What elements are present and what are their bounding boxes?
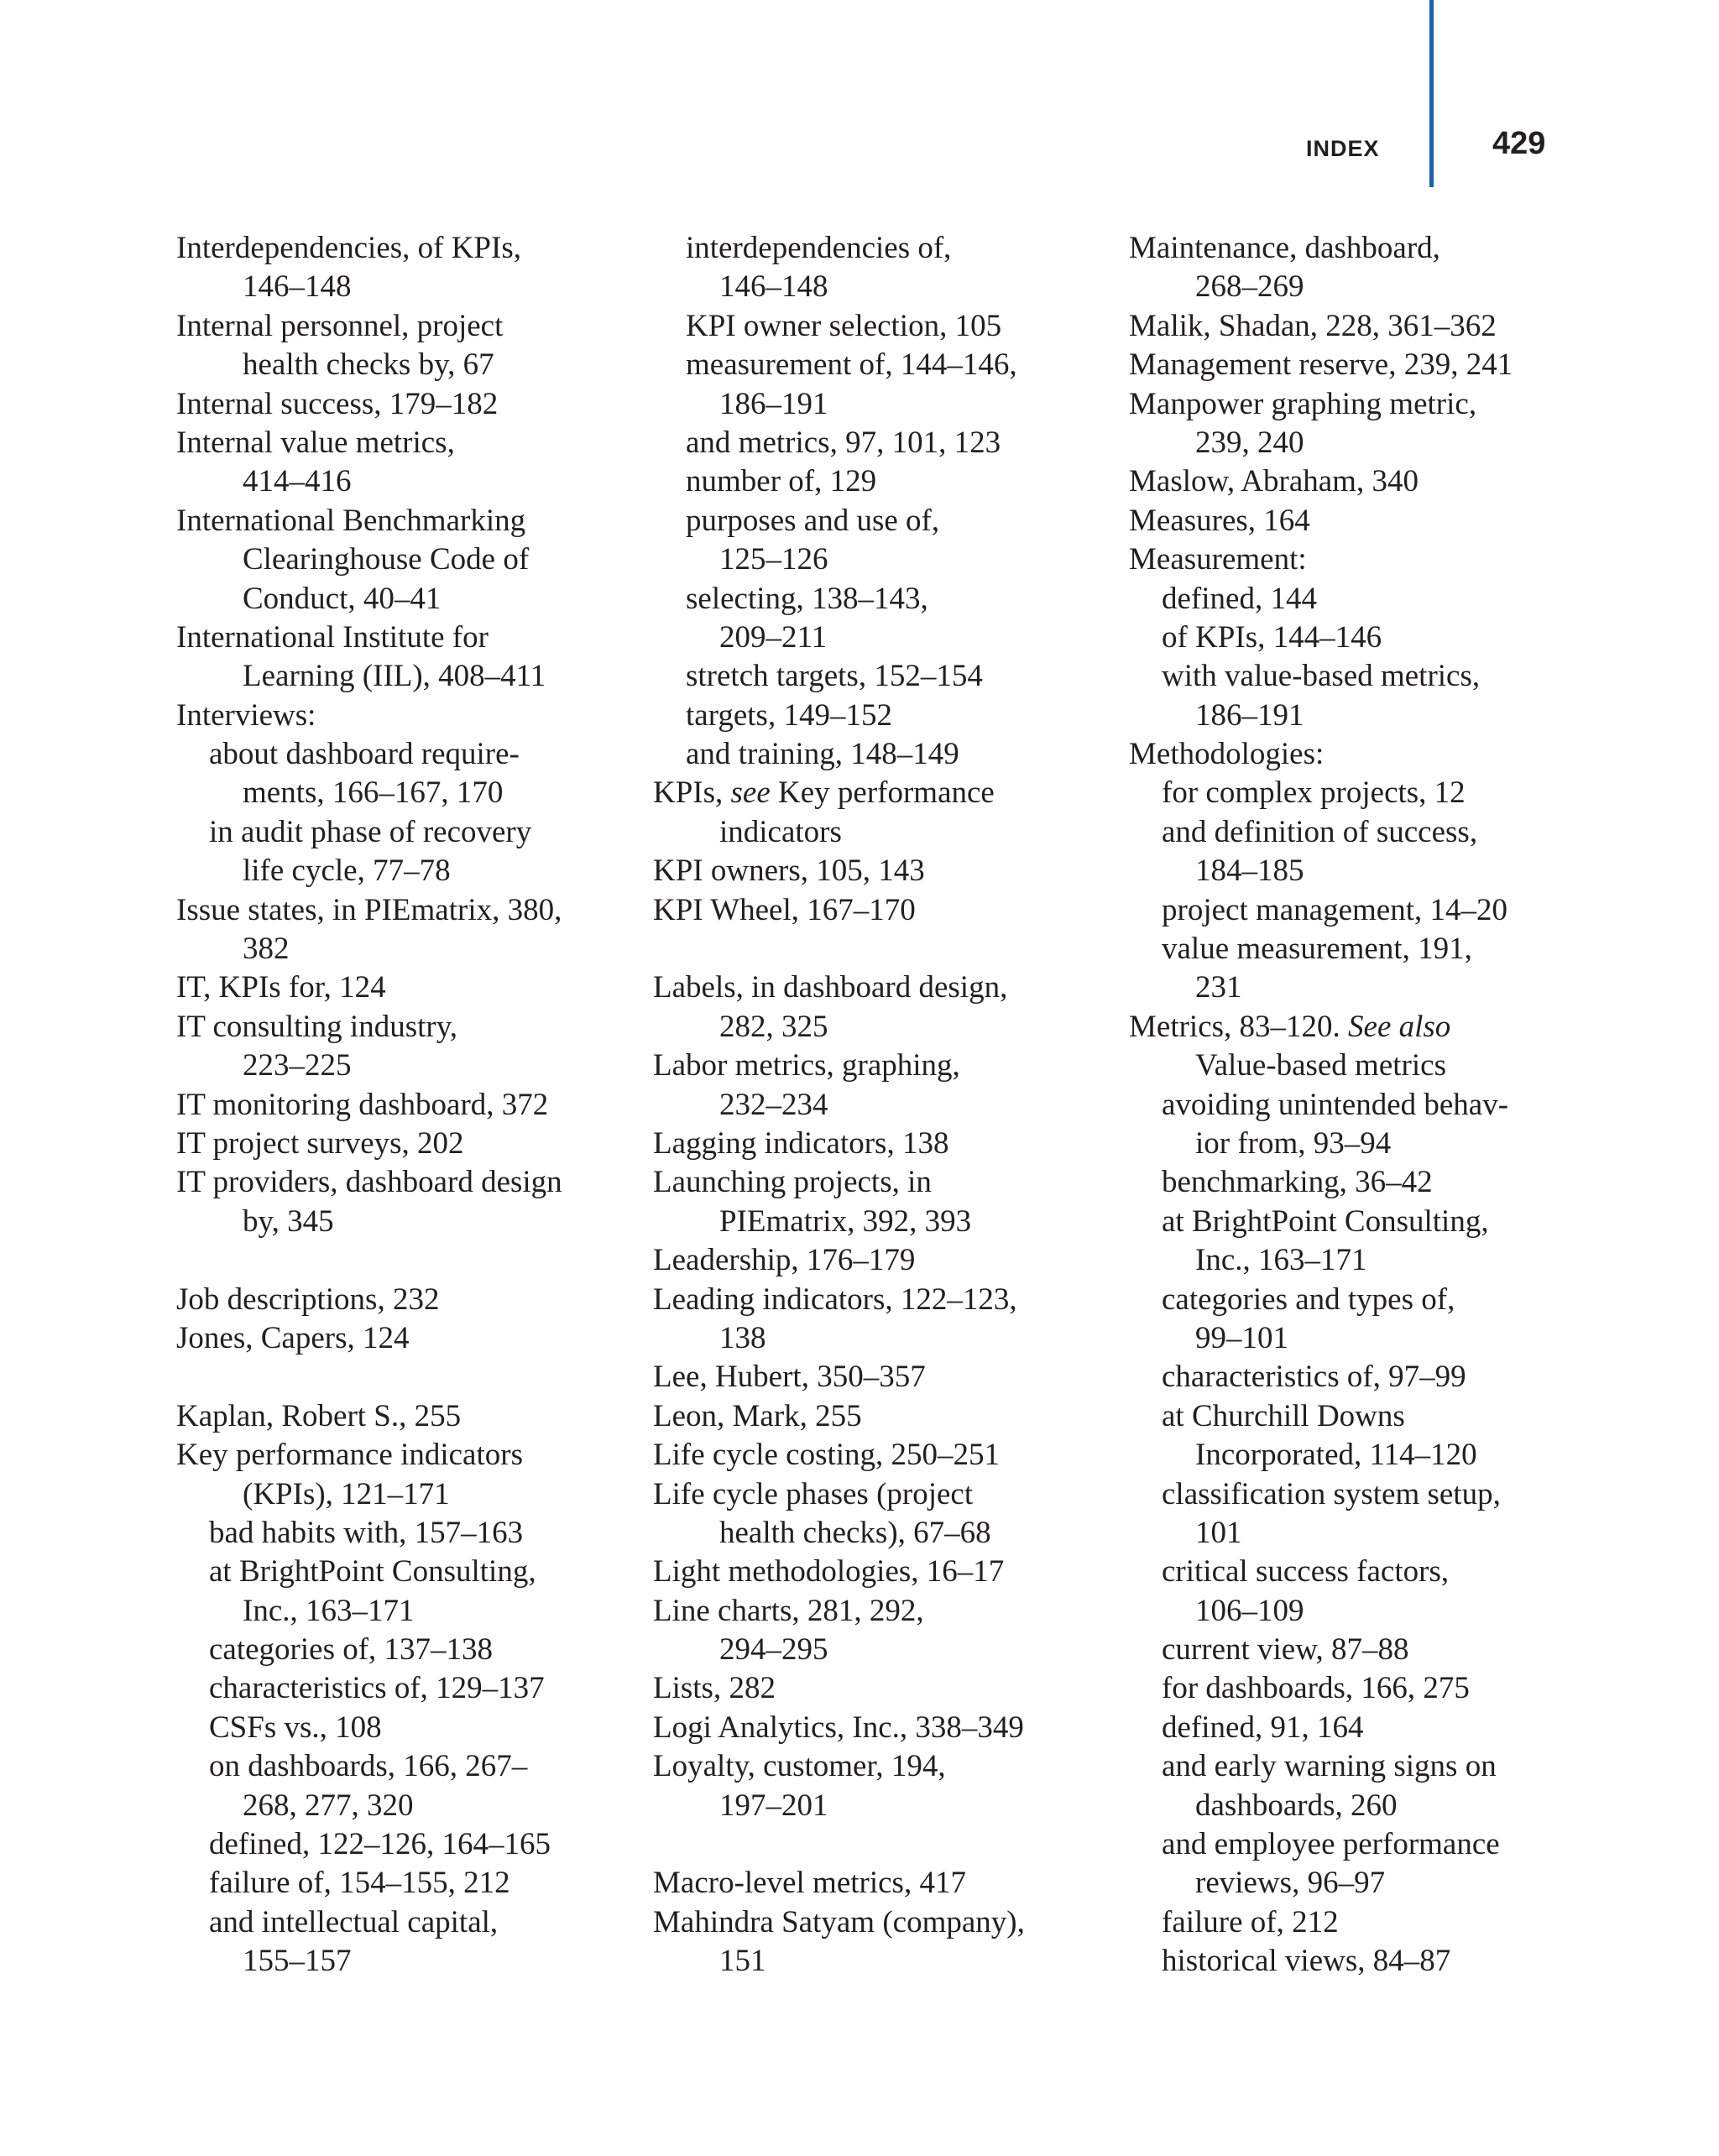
index-subentry — [1129, 657, 1582, 696]
entry-text: Labels, in dashboard design, — [653, 970, 1008, 1005]
index-entry — [653, 1747, 1106, 1786]
entry-text: 209–211 — [719, 619, 828, 655]
index-subentry — [653, 1514, 1106, 1553]
index-subentry — [1129, 1709, 1582, 1747]
entry-text: for complex projects, 12 — [1162, 775, 1466, 811]
index-subentry — [176, 1747, 630, 1786]
index-entry — [653, 1669, 1106, 1708]
index-subentry — [1129, 1436, 1582, 1475]
entry-text: 294–295 — [719, 1632, 828, 1668]
index-subentry — [653, 385, 1106, 424]
index-subentry — [1129, 619, 1582, 657]
index-subentry — [653, 307, 1106, 346]
index-subentry — [653, 1086, 1106, 1125]
index-subentry — [653, 229, 1106, 268]
entry-text: (KPIs), 121–171 — [243, 1476, 450, 1511]
entry-text: Light methodologies, 16–17 — [653, 1554, 1005, 1590]
index-spacer — [176, 1241, 630, 1280]
entry-text: Issue states, in PIEmatrix, 380, — [176, 892, 562, 927]
index-subentry — [176, 930, 630, 968]
index-subentry — [176, 580, 630, 619]
entry-text: 414–416 — [243, 464, 352, 499]
entry-text: by, 345 — [243, 1203, 334, 1239]
page-number: 429 — [1492, 126, 1546, 161]
index-entry — [176, 1281, 630, 1319]
header-rule — [1429, 0, 1434, 187]
index-entry — [653, 1281, 1106, 1319]
index-entry — [653, 1241, 1106, 1280]
index-entry — [653, 1903, 1106, 1942]
entry-text: Life cycle phases (project — [653, 1476, 974, 1511]
index-entry — [176, 1125, 630, 1163]
entry-text: stretch targets, 152–154 — [686, 659, 983, 694]
index-subentry — [1129, 813, 1582, 852]
index-subentry — [653, 1942, 1106, 1981]
entry-text: and intellectual capital, — [209, 1904, 499, 1939]
index-subentry — [1129, 1747, 1582, 1786]
index-subentry — [653, 813, 1106, 852]
entry-text: KPI owner selection, 105 — [686, 308, 1002, 343]
entry-text: IT monitoring dashboard, 372 — [176, 1087, 549, 1122]
index-subentry — [653, 424, 1106, 462]
entry-text: characteristics of, 129–137 — [209, 1671, 545, 1706]
index-subentry — [176, 1669, 630, 1708]
entry-text: Launching projects, in — [653, 1165, 932, 1200]
index-entry — [653, 1358, 1106, 1396]
index-subentry — [653, 697, 1106, 735]
entry-text: KPIs, — [653, 775, 731, 811]
index-subentry — [1129, 891, 1582, 930]
index-subentry — [653, 1203, 1106, 1241]
entry-text: reviews, 96–97 — [1195, 1866, 1386, 1901]
entry-text: avoiding unintended behav- — [1162, 1087, 1509, 1122]
index-subentry — [1129, 1086, 1582, 1125]
index-subentry — [1129, 1319, 1582, 1358]
index-subentry — [176, 813, 630, 852]
index-entry — [176, 1319, 630, 1358]
index-entry — [653, 1709, 1106, 1747]
index-entry — [653, 774, 1106, 812]
entry-text: Methodologies: — [1129, 737, 1325, 772]
entry-text: Leading indicators, 122–123, — [653, 1282, 1017, 1317]
index-entry — [1129, 385, 1582, 424]
entry-text: 146–148 — [719, 269, 828, 305]
entry-text: IT, KPIs for, 124 — [176, 970, 386, 1005]
index-entry — [176, 1008, 630, 1047]
index-spacer — [653, 1825, 1106, 1864]
entry-text: project management, 14–20 — [1162, 892, 1508, 927]
entry-text: Incorporated, 114–120 — [1195, 1438, 1477, 1473]
index-subentry — [176, 1903, 630, 1942]
entry-text: 186–191 — [1195, 697, 1304, 733]
index-entry — [653, 1397, 1106, 1436]
entry-text: indicators — [719, 814, 842, 849]
index-entry — [176, 502, 630, 540]
entry-text: KPI owners, 105, 143 — [653, 854, 925, 889]
entry-text: 184–185 — [1195, 854, 1304, 889]
entry-text: ior from, 93–94 — [1195, 1125, 1392, 1161]
index-entry — [176, 385, 630, 424]
entry-text: measurement of, 144–146, — [686, 347, 1017, 383]
index-subentry — [176, 268, 630, 306]
index-subentry — [653, 657, 1106, 696]
index-subentry — [1129, 1864, 1582, 1903]
index-column-3 — [1129, 229, 1582, 1981]
entry-text: bad habits with, 157–163 — [209, 1515, 524, 1550]
index-subentry — [653, 268, 1106, 306]
entry-text: Lagging indicators, 138 — [653, 1125, 949, 1161]
index-entry — [176, 1397, 630, 1436]
index-entry — [176, 968, 630, 1007]
entry-text: 106–109 — [1195, 1593, 1304, 1628]
index-entry — [176, 229, 630, 268]
index-subentry — [176, 346, 630, 384]
entry-text: KPI Wheel, 167–170 — [653, 892, 916, 927]
entry-text: interdependencies of, — [686, 231, 952, 265]
entry-text: and employee performance — [1162, 1827, 1500, 1862]
entry-text: Metrics, 83–120. — [1129, 1009, 1349, 1044]
entry-text: Learning (IIL), 408–411 — [243, 659, 546, 694]
index-subentry — [176, 1592, 630, 1631]
index-subentry — [1129, 580, 1582, 619]
index-subentry — [176, 1825, 630, 1864]
index-entry — [1129, 540, 1582, 579]
entry-text: 382 — [243, 932, 290, 967]
index-subentry — [1129, 424, 1582, 462]
index-subentry — [1129, 1787, 1582, 1825]
index-subentry — [176, 1475, 630, 1514]
entry-text: Loyalty, customer, 194, — [653, 1749, 946, 1784]
index-subentry — [653, 346, 1106, 384]
entry-text: 268–269 — [1195, 269, 1304, 305]
index-subentry — [1129, 1125, 1582, 1163]
index-subentry — [1129, 1203, 1582, 1241]
entry-text: classification system setup, — [1162, 1476, 1501, 1511]
index-subentry — [653, 462, 1106, 501]
index-subentry — [653, 1631, 1106, 1669]
entry-text: 101 — [1195, 1515, 1242, 1550]
index-entry — [653, 1047, 1106, 1085]
index-subentry — [176, 1864, 630, 1903]
index-entry — [1129, 307, 1582, 346]
index-entry — [176, 891, 630, 930]
index-spacer — [653, 930, 1106, 968]
entry-text: Measures, 164 — [1129, 503, 1310, 538]
entry-text: Life cycle costing, 250–251 — [653, 1438, 1001, 1473]
entry-text: current view, 87–88 — [1162, 1632, 1409, 1668]
index-subentry — [176, 1203, 630, 1241]
index-entry — [653, 1436, 1106, 1475]
index-entry — [653, 891, 1106, 930]
index-subentry — [176, 1709, 630, 1747]
index-subentry — [176, 657, 630, 696]
entry-text: 282, 325 — [719, 1009, 828, 1044]
entry-text: defined, 91, 164 — [1162, 1710, 1364, 1745]
index-subentry — [1129, 697, 1582, 735]
index-entry — [653, 968, 1106, 1007]
index-subentry — [1129, 968, 1582, 1007]
entry-text: Leon, Mark, 255 — [653, 1398, 862, 1433]
index-subentry — [1129, 1047, 1582, 1085]
entry-text: 186–191 — [719, 386, 828, 421]
entry-text: benchmarking, 36–42 — [1162, 1165, 1433, 1200]
index-subentry — [1129, 1358, 1582, 1396]
entry-text: Measurement: — [1129, 542, 1307, 577]
index-entry — [653, 1592, 1106, 1631]
entry-text: failure of, 154–155, 212 — [209, 1866, 510, 1901]
index-entry — [1129, 229, 1582, 268]
entry-text: Key performance indicators — [176, 1438, 523, 1473]
index-subentry — [1129, 852, 1582, 890]
index-entry — [653, 1163, 1106, 1202]
entry-text: Mahindra Satyam (company), — [653, 1904, 1025, 1939]
entry-text: for dashboards, 166, 275 — [1162, 1671, 1470, 1706]
entry-text: Interdependencies, of KPIs, — [176, 231, 521, 265]
entry-text: Kaplan, Robert S., 255 — [176, 1398, 462, 1433]
entry-text: Manpower graphing metric, — [1129, 386, 1477, 421]
index-entry — [1129, 462, 1582, 501]
index-subentry — [176, 1553, 630, 1591]
index-subentry — [1129, 1241, 1582, 1280]
entry-text: 125–126 — [719, 542, 828, 577]
entry-text: at Churchill Downs — [1162, 1398, 1405, 1433]
index-column-2 — [653, 229, 1106, 1981]
index-entry — [176, 1436, 630, 1475]
entry-text: Internal success, 179–182 — [176, 386, 499, 421]
index-subentry — [653, 502, 1106, 540]
entry-text: IT providers, dashboard design — [176, 1165, 562, 1200]
index-subentry — [653, 1008, 1106, 1047]
index-entry — [176, 1086, 630, 1125]
index-spacer — [176, 1358, 630, 1396]
index-subentry — [176, 852, 630, 890]
entry-text: and training, 148–149 — [686, 737, 959, 772]
index-subentry — [176, 774, 630, 812]
running-header: INDEX — [1306, 136, 1380, 161]
entry-text: with value-based metrics, — [1162, 659, 1481, 694]
entry-text: International Benchmarking — [176, 503, 526, 538]
entry-text: Internal value metrics, — [176, 425, 455, 460]
entry-text: at BrightPoint Consulting, — [1162, 1203, 1489, 1239]
cross-reference: see — [730, 775, 771, 811]
index-subentry — [1129, 1163, 1582, 1202]
entry-text: on dashboards, 166, 267– — [209, 1749, 528, 1784]
index-subentry — [1129, 268, 1582, 306]
entry-text: 268, 277, 320 — [243, 1788, 414, 1823]
entry-text: Conduct, 40–41 — [243, 581, 442, 616]
entry-text: selecting, 138–143, — [686, 581, 928, 616]
entry-text: in audit phase of recovery — [209, 814, 532, 849]
index-subentry — [176, 735, 630, 774]
entry-text: Inc., 163–171 — [243, 1593, 415, 1628]
entry-text: about dashboard require- — [209, 737, 520, 772]
index-subentry — [1129, 1903, 1582, 1942]
entry-text: CSFs vs., 108 — [209, 1710, 382, 1745]
index-subentry — [1129, 1553, 1582, 1591]
entry-text: 231 — [1195, 970, 1242, 1005]
entry-text: 151 — [719, 1944, 766, 1979]
entry-text: 138 — [719, 1320, 766, 1355]
entry-text: 239, 240 — [1195, 425, 1304, 460]
index-subentry — [1129, 1669, 1582, 1708]
entry-text: historical views, 84–87 — [1162, 1944, 1451, 1979]
entry-text: Logi Analytics, Inc., 338–349 — [653, 1710, 1024, 1745]
index-subentry — [176, 1047, 630, 1085]
index-entry — [1129, 346, 1582, 384]
entry-text: at BrightPoint Consulting, — [209, 1554, 536, 1590]
index-entry — [653, 1125, 1106, 1163]
entry-text: purposes and use of, — [686, 503, 940, 538]
index-subentry — [1129, 1281, 1582, 1319]
index-entry — [176, 1163, 630, 1202]
index-subentry — [176, 1787, 630, 1825]
index-entry — [176, 697, 630, 735]
index-subentry — [653, 1319, 1106, 1358]
entry-text: 232–234 — [719, 1087, 828, 1122]
entry-text: 155–157 — [243, 1944, 352, 1979]
entry-text: Lee, Hubert, 350–357 — [653, 1360, 926, 1395]
index-subentry — [1129, 930, 1582, 968]
entry-text: health checks), 67–68 — [719, 1515, 991, 1550]
index-entry — [1129, 502, 1582, 540]
entry-text: targets, 149–152 — [686, 697, 892, 733]
index-subentry — [1129, 774, 1582, 812]
index-entry — [1129, 1008, 1582, 1047]
entry-text: Key performance — [770, 775, 995, 811]
entry-text: IT consulting industry, — [176, 1009, 458, 1044]
entry-text: ments, 166–167, 170 — [243, 775, 504, 811]
index-subentry — [653, 735, 1106, 774]
entry-text: Internal personnel, project — [176, 308, 504, 343]
entry-text: Leadership, 176–179 — [653, 1243, 916, 1278]
index-subentry — [1129, 1825, 1582, 1864]
entry-text: defined, 122–126, 164–165 — [209, 1827, 551, 1862]
entry-text: number of, 129 — [686, 464, 877, 499]
entry-text: dashboards, 260 — [1195, 1788, 1398, 1823]
entry-text: Macro-level metrics, 417 — [653, 1866, 966, 1901]
index-subentry — [176, 462, 630, 501]
entry-text: characteristics of, 97–99 — [1162, 1360, 1466, 1395]
entry-text: failure of, 212 — [1162, 1904, 1339, 1939]
entry-text: defined, 144 — [1162, 581, 1317, 616]
index-subentry — [1129, 1631, 1582, 1669]
index-subentry — [653, 1787, 1106, 1825]
cross-reference: See also — [1348, 1009, 1451, 1044]
index-entry — [176, 307, 630, 346]
index-subentry — [653, 619, 1106, 657]
index-subentry — [1129, 1592, 1582, 1631]
index-subentry — [176, 1942, 630, 1981]
index-subentry — [653, 540, 1106, 579]
index-subentry — [653, 580, 1106, 619]
index-subentry — [1129, 1475, 1582, 1514]
entry-text: PIEmatrix, 392, 393 — [719, 1203, 972, 1239]
entry-text: Inc., 163–171 — [1195, 1243, 1367, 1278]
index-subentry — [176, 1631, 630, 1669]
entry-text: 146–148 — [243, 269, 352, 305]
entry-text: Management reserve, 239, 241 — [1129, 347, 1513, 383]
entry-text: Malik, Shadan, 228, 361–362 — [1129, 308, 1497, 343]
entry-text: life cycle, 77–78 — [243, 854, 451, 889]
entry-text: and metrics, 97, 101, 123 — [686, 425, 1001, 460]
entry-text: International Institute for — [176, 619, 489, 655]
entry-text: 223–225 — [243, 1048, 352, 1083]
index-entry — [176, 619, 630, 657]
entry-text: 197–201 — [719, 1788, 828, 1823]
index-entry — [1129, 735, 1582, 774]
index-subentry — [1129, 1942, 1582, 1981]
entry-text: 99–101 — [1195, 1320, 1288, 1355]
entry-text: Jones, Capers, 124 — [176, 1320, 410, 1355]
entry-text: Value-based metrics — [1195, 1048, 1446, 1083]
entry-text: categories and types of, — [1162, 1282, 1455, 1317]
entry-text: of KPIs, 144–146 — [1162, 619, 1382, 655]
entry-text: categories of, 137–138 — [209, 1632, 494, 1668]
entry-text: Interviews: — [176, 697, 316, 733]
index-entry — [653, 1553, 1106, 1591]
index-entry — [653, 852, 1106, 890]
index-column-1 — [176, 229, 630, 1981]
entry-text: Line charts, 281, 292, — [653, 1593, 924, 1628]
index-entry — [653, 1864, 1106, 1903]
index-subentry — [1129, 1397, 1582, 1436]
entry-text: Maintenance, dashboard, — [1129, 231, 1440, 265]
entry-text: Labor metrics, graphing, — [653, 1048, 960, 1083]
index-subentry — [176, 540, 630, 579]
entry-text: IT project surveys, 202 — [176, 1125, 464, 1161]
entry-text: Maslow, Abraham, 340 — [1129, 464, 1419, 499]
entry-text: Clearinghouse Code of — [243, 542, 530, 577]
entry-text: health checks by, 67 — [243, 347, 494, 383]
index-subentry — [1129, 1514, 1582, 1553]
entry-text: value measurement, 191, — [1162, 932, 1472, 967]
entry-text: Job descriptions, 232 — [176, 1282, 440, 1317]
entry-text: Lists, 282 — [653, 1671, 776, 1706]
index-entry — [653, 1475, 1106, 1514]
entry-text: and early warning signs on — [1162, 1749, 1497, 1784]
index-subentry — [176, 1514, 630, 1553]
index-entry — [176, 424, 630, 462]
entry-text: critical success factors, — [1162, 1554, 1450, 1590]
entry-text: and definition of success, — [1162, 814, 1478, 849]
